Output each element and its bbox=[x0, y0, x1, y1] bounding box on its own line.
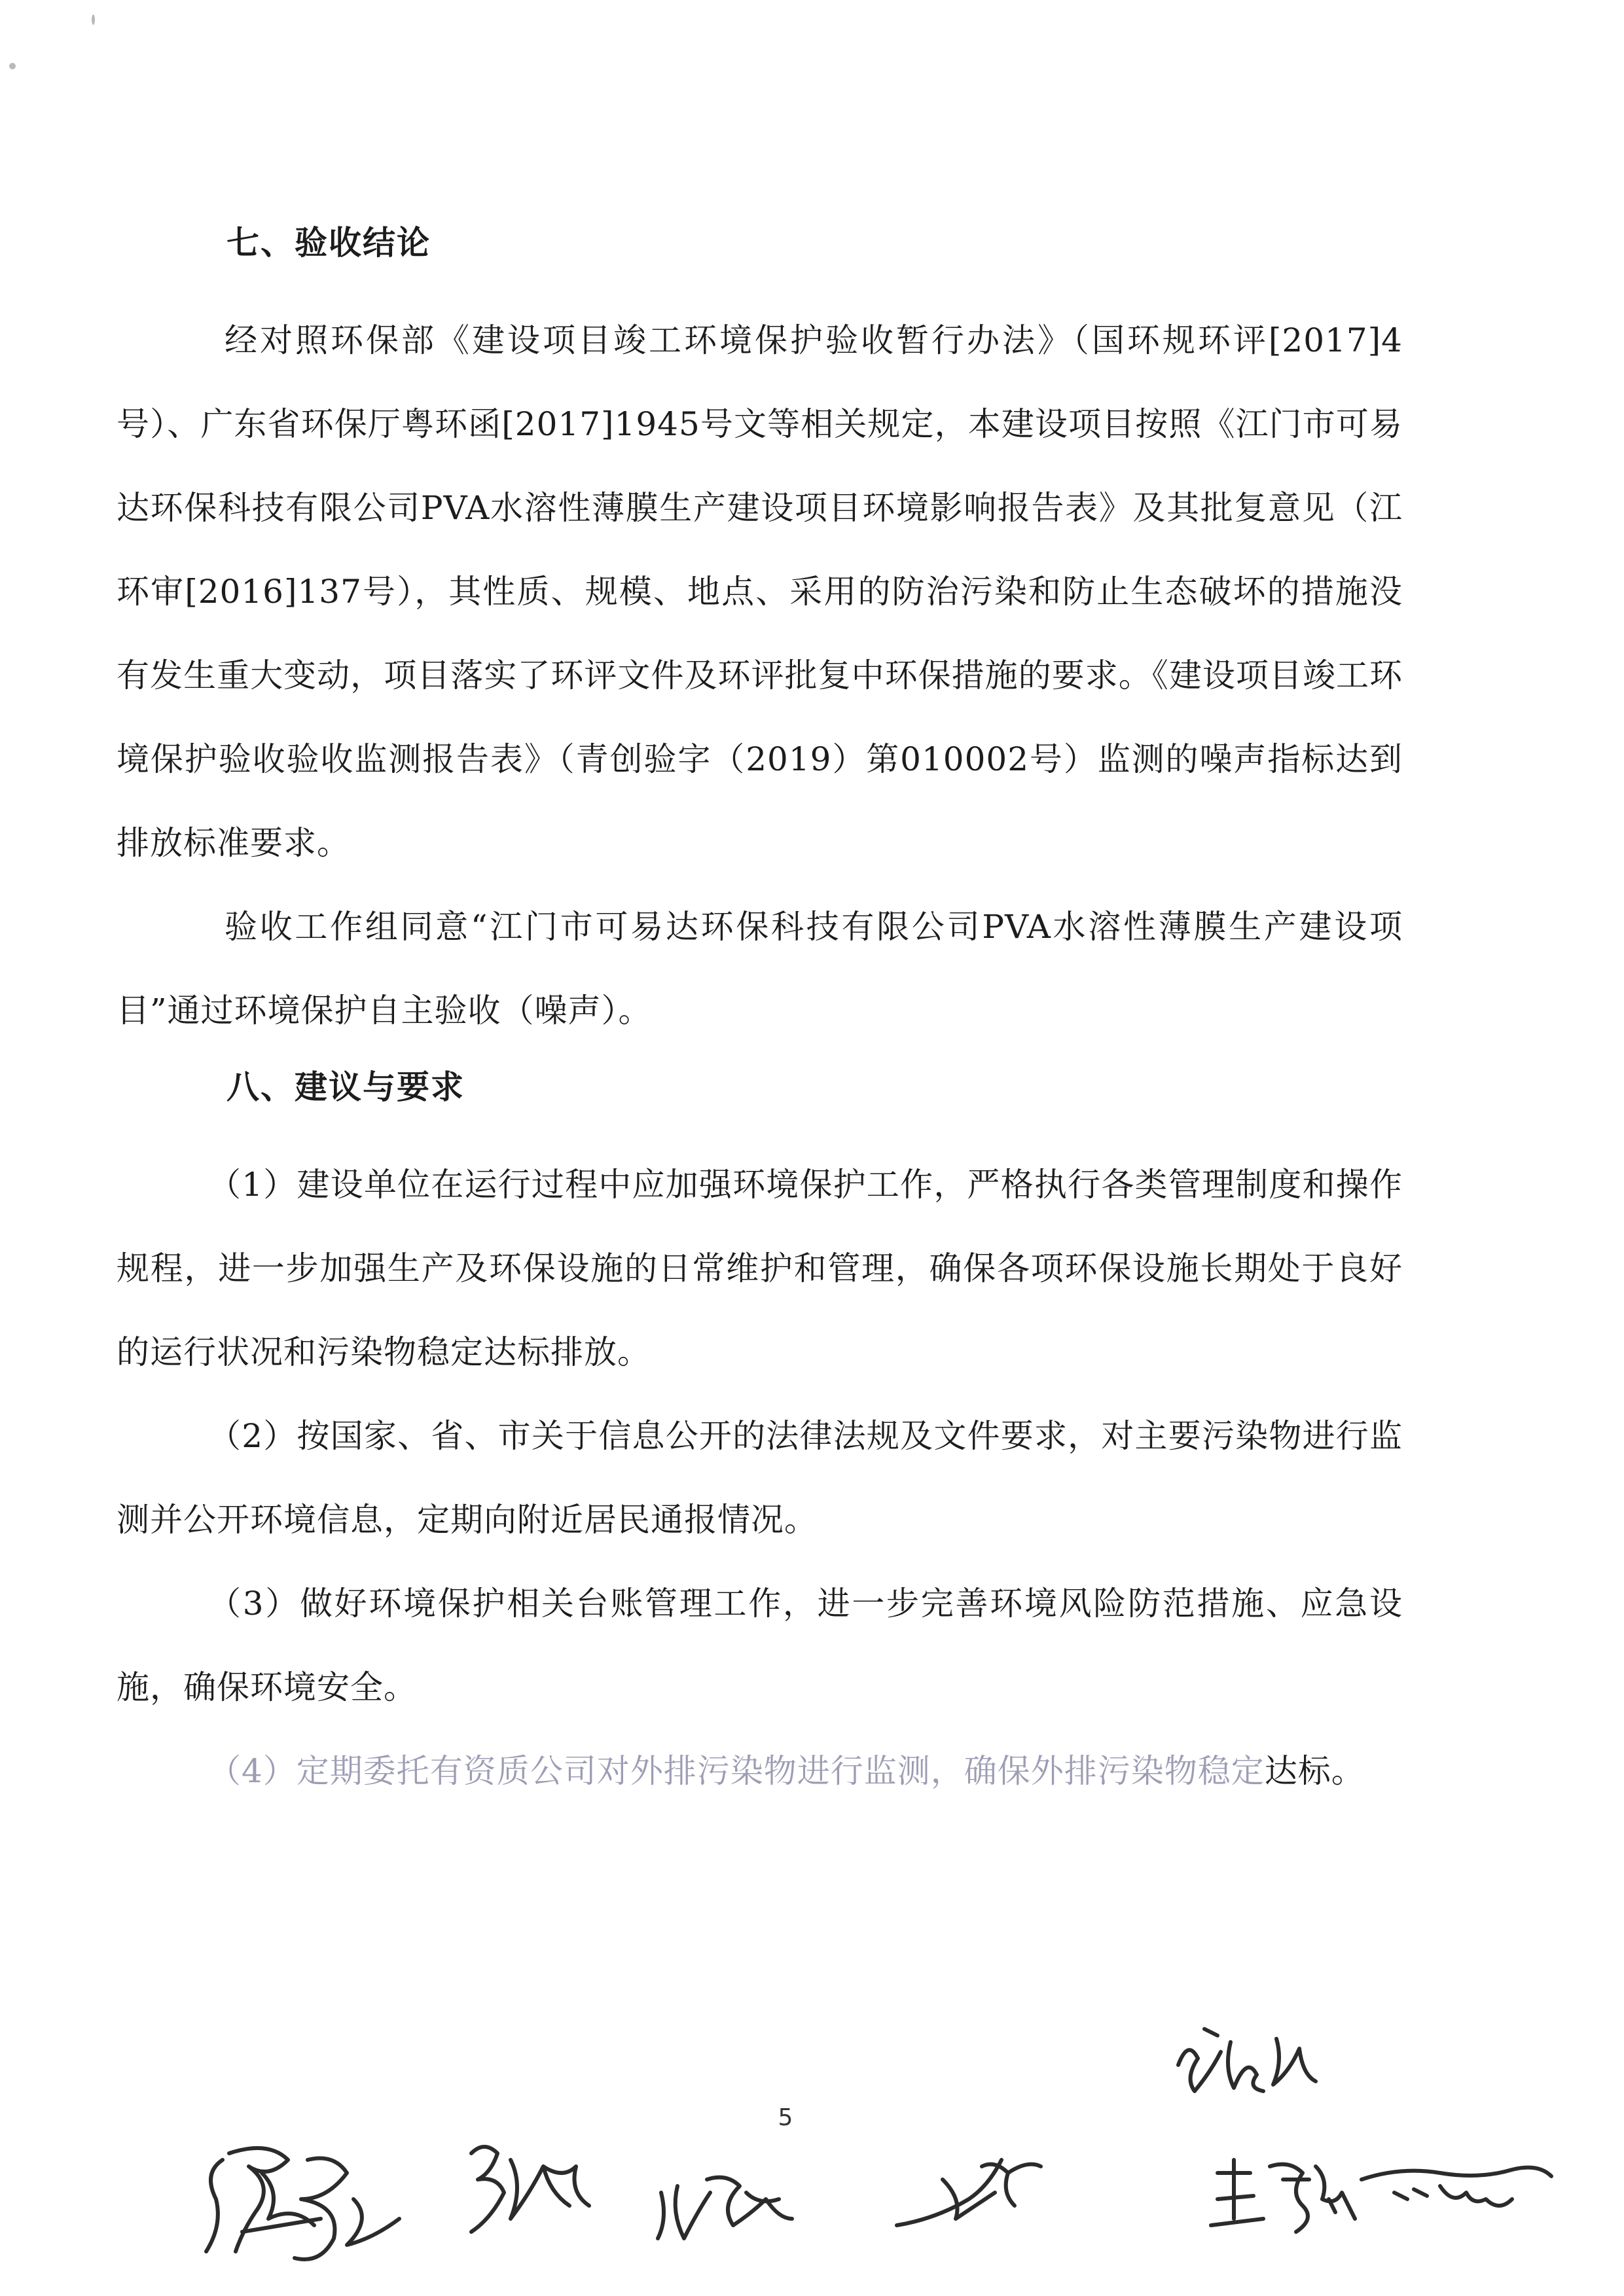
document-body bbox=[117, 216, 1403, 1813]
scan-speck bbox=[92, 14, 95, 25]
signature-2 bbox=[471, 2147, 589, 2232]
scan-speck bbox=[9, 63, 16, 69]
section-7-paragraph-1: 经对照环保部《建设项目竣工环境保护验收暂行办法》（国环规环评[2017]4号）、广东省环保厅粤环函[2017]1945号文等相关规定，本建设项目按照《江门市可易达环保科技有限公司PVA水溶性薄膜生产建设项目环境影响报告表》及其批复意见（江环审[2016]137号），其性质、规模、地点、采用的防治污染和防止生态破坏的措施没有发生重大变动，项目落实了环评文件及环评批复中环保措施的要求。《建设项目竣工环境保护验收验收监测报告表》（青创验字（2019）第010002号）监测的噪声指标达到排放标准要求。 bbox=[117, 321, 1403, 862]
section-8-heading: 八、建议与要求 bbox=[226, 1067, 465, 1106]
handwritten-signatures bbox=[0, 2003, 1624, 2265]
requirement-item-4-faded-text: （4）定期委托有资质公司对外排污染物进行监测，确保外排污染物稳定 bbox=[208, 1752, 1265, 1790]
requirement-item-4 bbox=[117, 1729, 1403, 1813]
page-number: 5 bbox=[778, 2104, 793, 2131]
requirement-item-2: （2）按国家、省、市关于信息公开的法律法规及文件要求，对主要污染物进行监测并公开环境信息，定期向附近居民通报情况。 bbox=[117, 1417, 1403, 1539]
signature-4 bbox=[897, 2160, 1041, 2225]
section-7-heading: 七、验收结论 bbox=[226, 223, 431, 262]
section-7-paragraph-2: 验收工作组同意“江门市可易达环保科技有限公司PVA水溶性薄膜生产建设项目”通过环境保护自主验收（噪声）。 bbox=[117, 908, 1403, 1030]
signature-area bbox=[0, 2003, 1624, 2265]
requirement-item-1: （1）建设单位在运行过程中应加强环境保护工作，严格执行各类管理制度和操作规程，进一步加强生产及环保设施的日常维护和管理，确保各项环保设施长期处于良好的运行状况和污染物稳定达标排放。 bbox=[117, 1166, 1403, 1371]
signature-5 bbox=[1211, 2160, 1355, 2232]
requirement-item-4-rest: 达标。 bbox=[1264, 1752, 1365, 1790]
signature-6 bbox=[1362, 2168, 1551, 2206]
signature-3 bbox=[658, 2178, 792, 2238]
signature-top-right bbox=[1178, 2029, 1316, 2091]
requirement-item-3: （3）做好环境保护相关台账管理工作，进一步完善环境风险防范措施、应急设施，确保环境安全。 bbox=[117, 1585, 1403, 1706]
signature-1 bbox=[206, 2148, 399, 2259]
